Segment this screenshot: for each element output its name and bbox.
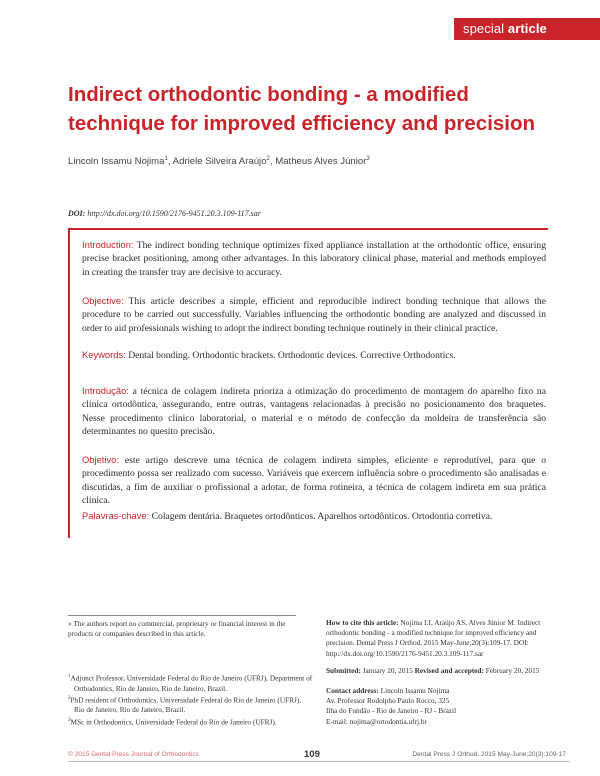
author-name: Adriele Silveira Araújo xyxy=(172,156,267,168)
affiliations xyxy=(68,672,313,727)
author-name: Matheus Alves Júnior xyxy=(275,156,367,168)
author-name: Lincoln Issamu Nojima xyxy=(68,156,165,168)
page-number: 109 xyxy=(304,749,320,760)
contact-line: Ilha do Fundão - Rio de Janeiro - RJ - Brazil xyxy=(326,706,457,716)
contact-label: Contact address: xyxy=(326,686,379,695)
author-sup: 1 xyxy=(164,156,168,162)
abstract-keywords xyxy=(82,348,546,362)
abstract-text: This article describes a simple, efficient and reproducible indirect bonding technique that allows the procedure to be carried out successfully. Variables influencing the orthodontic bonding are analyzed and discussed in order to aid professionals wishing to adopt the indirect bonding technique routinely in their clinical practice. xyxy=(82,296,546,334)
accepted-date: February 20, 2015 xyxy=(485,666,540,675)
abstract-text: The indirect bonding technique optimizes fixed appliance installation at the orthodontic office, ensuring precise bracket positioning, among other advantages. In this laboratory clinical phase, material and methods employed in creating the transfer tray are decisive to accuracy. xyxy=(82,240,546,278)
citation-label: How to cite this article: xyxy=(326,618,399,627)
contact-line: Av. Professor Rodolpho Paulo Rocco, 325 xyxy=(326,696,450,706)
citation-block xyxy=(326,618,558,659)
author-sup: 3 xyxy=(366,156,370,162)
submitted-date: January 20, 2015 xyxy=(362,666,413,675)
abstract-introduction xyxy=(82,238,546,279)
footnote-divider xyxy=(68,615,296,616)
abstract-label: Introdução: xyxy=(82,385,129,396)
resumo-introducao xyxy=(82,384,546,439)
abstract-label: Objective: xyxy=(82,295,124,306)
conflict-footnote: » The authors report no commercial, proprietary or financial interest in the products or companies described in this article. xyxy=(68,619,286,639)
abstract-label: Objetivo: xyxy=(82,454,119,465)
submission-dates: Submitted: January 20, 2015 Revised and accepted: February 20, 2015 xyxy=(326,666,540,675)
copyright-text: © 2015 Dental Press Journal of Orthodontics xyxy=(68,751,199,758)
abstract-label: Introduction: xyxy=(82,239,134,250)
section-label-light: special xyxy=(463,21,505,36)
contact-address xyxy=(326,686,558,727)
author-sup: 2 xyxy=(266,156,270,162)
abstract-text: Dental bonding. Orthodontic brackets. Orthodontic devices. Corrective Orthodontics. xyxy=(128,350,456,361)
abstract-label: Palavras-chave: xyxy=(82,510,150,521)
section-label-bold: article xyxy=(507,21,547,36)
affiliation-item: $^3$MSc in Orthodontics, Universidade Federal do Rio de Janeiro (UFRJ). xyxy=(68,717,277,727)
doi-link[interactable]: http://dx.doi.org/10.1590/2176-9451.20.3.109-117.sar xyxy=(87,209,261,218)
resumo-palavras-chave xyxy=(82,509,546,523)
abstract-text: a técnica de colagem indireta prioriza a otimização do procedimento de montagem do aparelho fixo na clínica ortodôntica, assegurando, entre outras, vantagens relacionadas à precisão no posicionamento dos braquetes. Nesse procedimento clínico laboratorial, o material e o método de confecção da moldeira de transferência são determinantes no quesito precisão. xyxy=(82,386,546,438)
contact-email[interactable]: E-mail: nojima@ortodontia.ufrj.br xyxy=(326,716,427,726)
doi-label: DOI: xyxy=(68,209,86,218)
affiliation-item: $^1$Adjunct Professor, Universidade Federal do Rio de Janeiro (UFRJ), Department of Orthodontics, Rio de Janeiro, Rio de Janeiro, Brazil. xyxy=(68,673,313,693)
contact-name: Lincoln Issamu Nojima xyxy=(380,686,450,695)
abstract-objective xyxy=(82,294,546,335)
journal-reference: Dental Press J Orthod. 2015 May-June;20(3):109-17 xyxy=(412,751,566,758)
section-header-bar xyxy=(454,18,600,40)
page-footer xyxy=(68,749,570,763)
resumo-objetivo xyxy=(82,453,546,508)
abstract-text: este artigo descreve uma técnica de colagem indireta simples, eficiente e reprodutível, para que o procedimento possa ser realizado com sucesso. Variáveis que exercem influência sobre o procedimento são analisadas e discutidas, a fim de auxiliar o profissional a adotar, de forma rotineira, a técnica de colagem indireta em sua prática clínica. xyxy=(82,455,547,507)
affiliation-item: $^2$PhD resident of Orthodontics, Universidade Federal do Rio de Janeiro (UFRJ), Rio de Janeiro, Rio de Janeiro, Brazil. xyxy=(68,695,302,715)
article-title: Indirect orthodontic bonding - a modified technique for improved efficiency and precision xyxy=(68,83,536,135)
footer-rule xyxy=(68,761,570,762)
author-list: Lincoln Issamu Nojima$^1$, Adriele Silveira Araújo$^2$, Matheus Alves Júnior$^3$ xyxy=(68,156,370,168)
doi-line xyxy=(68,209,261,218)
abstract-label: Keywords: xyxy=(82,349,126,360)
citation-text: Nojima LI, Araújo AS, Alves Júnior M. Indirect orthodontic bonding - a modified technique for improved efficiency and precision. Dental Press J Orthod. 2015 May-June;20(3):109-17. DOI: http://dx.doi.org/10.1590/2176-9451.20.3.109-117.sar xyxy=(326,618,541,658)
abstract-text: Colagem dentária. Braquetes ortodônticos. Aparelhos ortodônticos. Ortodontia corretiva. xyxy=(151,511,493,522)
